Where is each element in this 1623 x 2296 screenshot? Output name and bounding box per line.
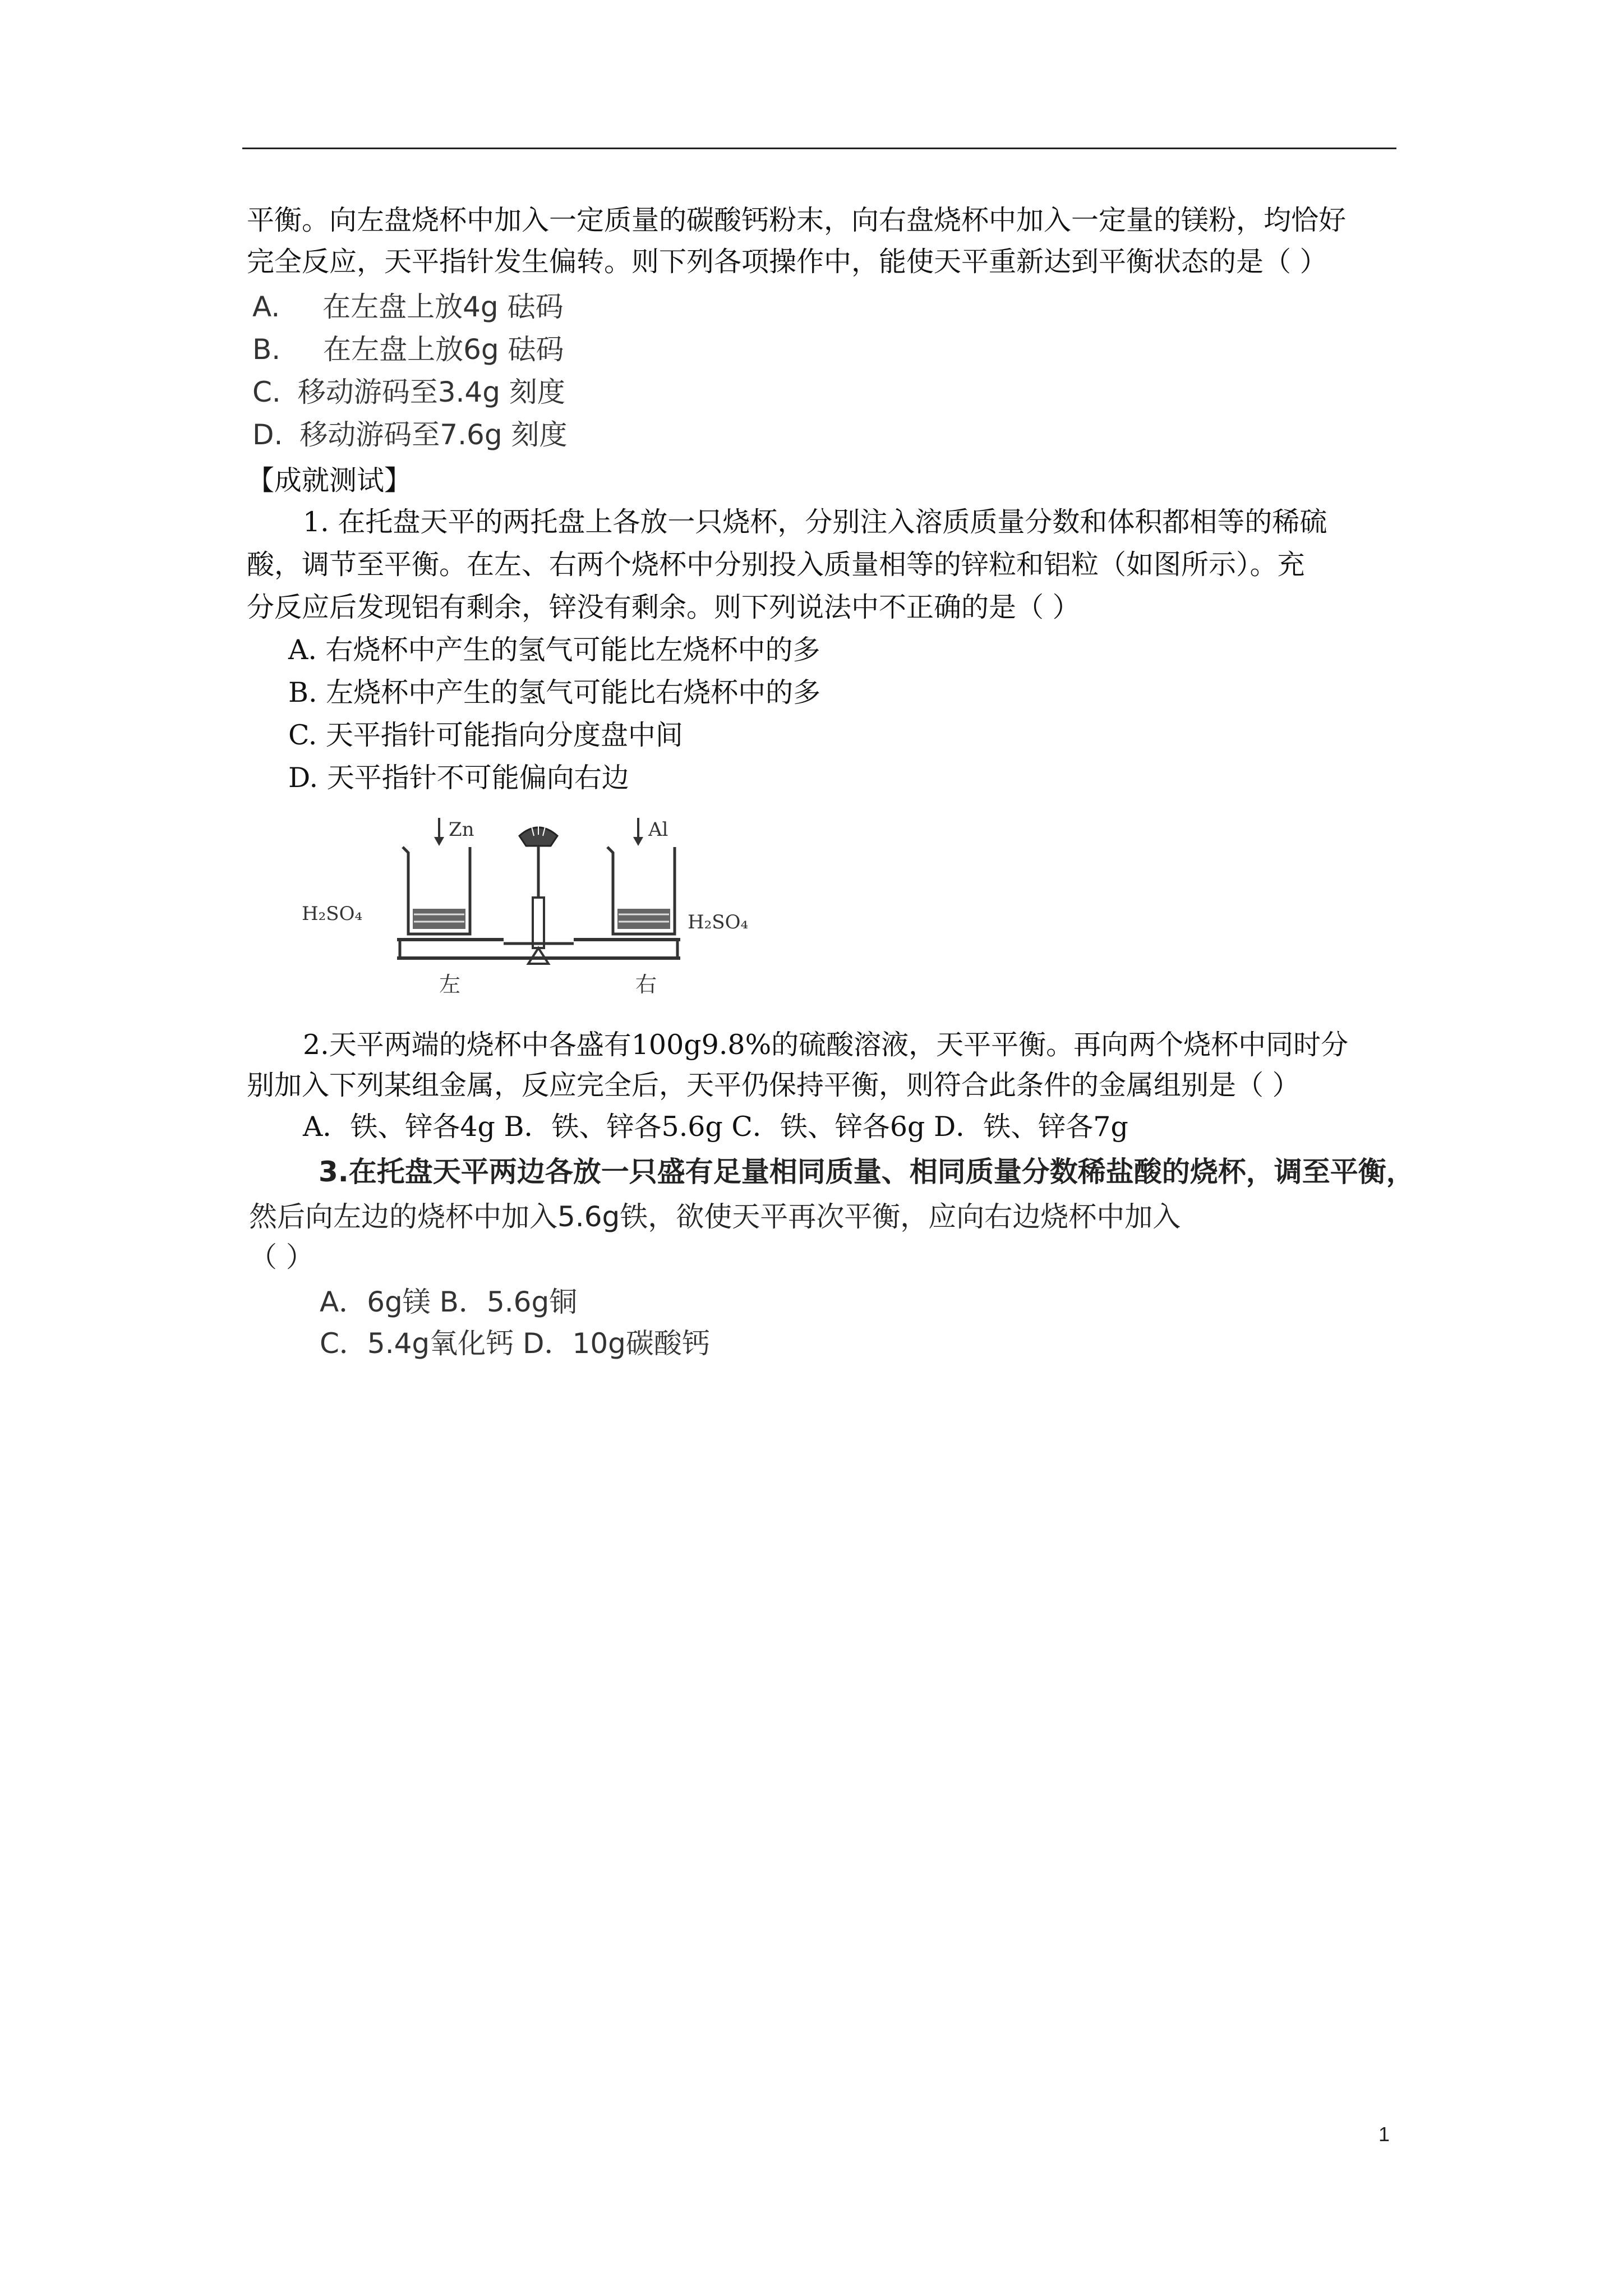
balance-pointer [504, 825, 574, 964]
option-text: 在左盘上放6g 砝码 [323, 333, 564, 366]
q2-line-1: 2.天平两端的烧杯中各盛有100g9.8%的硫酸溶液，天平平衡。再向两个烧杯中同时分 [303, 1029, 1349, 1061]
option-key: C. [252, 376, 281, 408]
option-key: B. [252, 333, 281, 366]
page-number: 1 [1378, 2123, 1390, 2146]
left-metal-arrow [434, 818, 444, 846]
q3-line-3: （ ） [249, 1241, 314, 1273]
right-metal-arrow [633, 818, 643, 846]
intro-line-1: 平衡。向左盘烧杯中加入一定质量的碳酸钙粉末，向右盘烧杯中加入一定量的镁粉，均恰好 [247, 204, 1347, 236]
q3-line-1: 3.在托盘天平两边各放一只盛有足量相同质量、相同质量分数稀盐酸的烧杯，调至平衡， [319, 1156, 1414, 1188]
right-side-label: 右 [635, 972, 657, 997]
q1-option-c: C. 天平指针可能指向分度盘中间 [288, 719, 683, 751]
q3-options-row-2: C．5.4g氧化钙 D．10g碳酸钙 [320, 1327, 710, 1360]
right-acid-label: H₂SO₄ [688, 911, 749, 933]
q2-options: A．铁、锌各4g B．铁、锌各5.6g C．铁、锌各6g D．铁、锌各7g [303, 1111, 1128, 1143]
header-rule [242, 148, 1396, 149]
q1-option-d: D. 天平指针不可能偏向右边 [288, 762, 629, 794]
q3-line-2: 然后向左边的烧杯中加入5.6g铁，欲使天平再次平衡，应向右边烧杯中加入 [249, 1200, 1181, 1233]
left-side-label: 左 [439, 972, 461, 997]
right-metal-label: Al [648, 818, 668, 841]
q1-line-2: 酸，调节至平衡。在左、右两个烧杯中分别投入质量相等的锌粒和铝粒（如图所示）。充 [247, 549, 1305, 581]
balance-diagram [302, 813, 778, 999]
option-text: 在左盘上放4g 砝码 [322, 291, 564, 323]
intro-option-b [252, 330, 564, 369]
q1-line-1: 1. 在托盘天平的两托盘上各放一只烧杯，分别注入溶质质量分数和体积都相等的稀硫 [303, 506, 1327, 538]
intro-option-a [252, 287, 564, 326]
intro-option-c [252, 372, 565, 412]
right-beaker [607, 847, 675, 934]
left-beaker [403, 847, 470, 934]
intro-option-d [252, 415, 567, 454]
option-key: D. [252, 418, 283, 451]
q1-option-b: B. 左烧杯中产生的氢气可能比右烧杯中的多 [288, 677, 821, 708]
left-acid-label: H₂SO₄ [302, 903, 363, 925]
section-title: 【成就测试】 [247, 464, 412, 496]
intro-line-2: 完全反应，天平指针发生偏转。则下列各项操作中，能使天平重新达到平衡状态的是（ ） [247, 246, 1327, 278]
option-key: A. [252, 291, 280, 323]
q2-line-2: 别加入下列某组金属，反应完全后，天平仍保持平衡，则符合此条件的金属组别是（ ） [247, 1069, 1300, 1101]
q1-option-a: A. 右烧杯中产生的氢气可能比左烧杯中的多 [288, 634, 820, 666]
option-text: 移动游码至3.4g 刻度 [297, 376, 565, 408]
q3-options-row-1: A．6g镁 B．5.6g铜 [320, 1286, 578, 1318]
left-metal-label: Zn [449, 818, 474, 841]
q1-line-3: 分反应后发现铝有剩余，锌没有剩余。则下列说法中不正确的是（ ） [247, 591, 1080, 623]
option-text: 移动游码至7.6g 刻度 [299, 418, 568, 451]
